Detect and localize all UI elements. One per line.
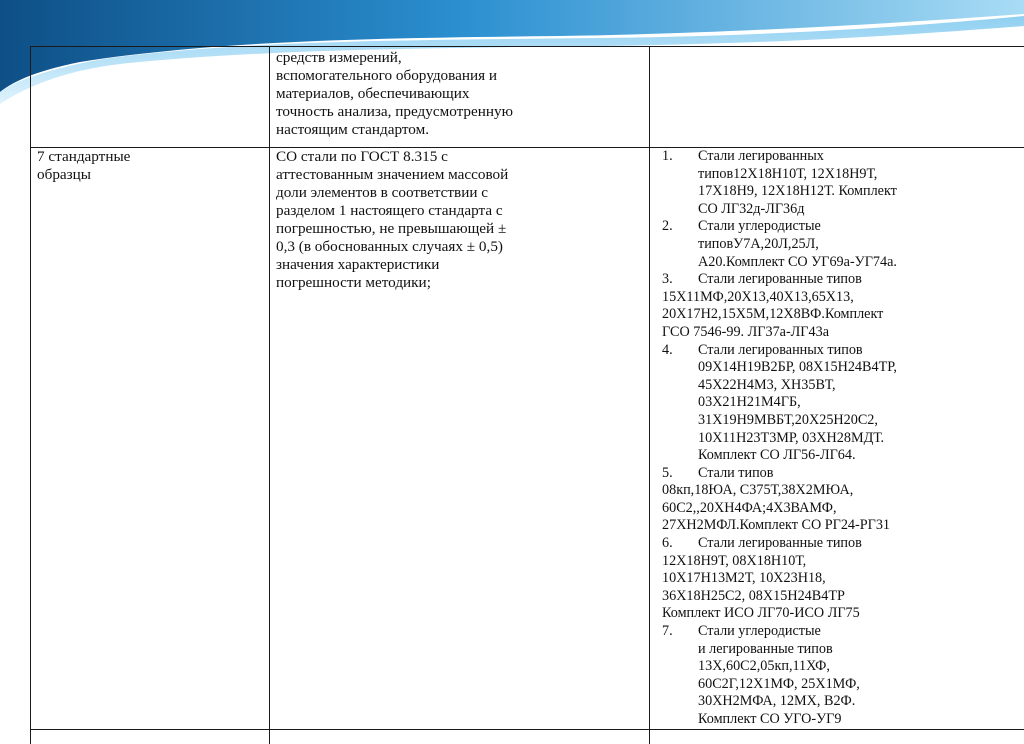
list-item-line: 12Х18Н9Т, 08Х18Н10Т, (662, 553, 1021, 571)
list-item-line: типовУ7А,20Л,25Л, (662, 236, 1021, 254)
list-item-line: А20.Комплект СО УГ69а-УГ74а. (662, 254, 1021, 272)
list-item-number: 7. (662, 623, 698, 641)
list-item-line: 36Х18Н25С2, 08Х15Н24В4ТР (662, 588, 1021, 606)
list-item-line: 10Х17Н13М2Т, 10Х23Н18, (662, 570, 1021, 588)
list-item-line: 31Х19Н9МВБТ,20Х25Н20С2, (662, 412, 1021, 430)
list-item-line: и легированные типов (662, 641, 1021, 659)
cell-empty (270, 729, 650, 744)
text-line: погрешности методики; (276, 274, 645, 292)
text-line: СО стали по ГОСТ 8.315 с (276, 148, 645, 166)
list-item-number: 6. (662, 535, 698, 553)
text-line: 0,3 (в обоснованных случаях ± 0,5) (276, 238, 645, 256)
cell-empty (31, 729, 270, 744)
list-item (662, 148, 1021, 218)
cell-item-title (31, 148, 270, 730)
table-row (31, 148, 1024, 730)
list-item-line: 30ХН2МФА, 12МХ, В2Ф. (662, 693, 1021, 711)
text-line: аттестованным значением массовой (276, 166, 645, 184)
list-item-line: 3. Стали легированные типов (662, 271, 1021, 289)
list-item-line: 09Х14Н19В2БР, 08Х15Н24В4ТР, (662, 359, 1021, 377)
list-item-line: 13Х,60С2,05кп,11ХФ, (662, 658, 1021, 676)
list-item-number: 3. (662, 271, 698, 289)
list-item-line: 2. Стали углеродистые (662, 218, 1021, 236)
text-line: вспомогательного оборудования и (276, 67, 645, 85)
list-item-number: 5. (662, 465, 698, 483)
list-item-line: типов12Х18Н10Т, 12Х18Н9Т, (662, 166, 1021, 184)
list-item-line: Комплект СО УГО-УГ9 (662, 711, 1021, 729)
list-item (662, 218, 1021, 271)
list-item-line: 7. Стали углеродистые (662, 623, 1021, 641)
list-item-line: 5. Стали типов (662, 465, 1021, 483)
list-item-number: 4. (662, 342, 698, 360)
list-item-line: 60С2Г,12Х1МФ, 25Х1МФ, (662, 676, 1021, 694)
table-row (31, 47, 1024, 148)
text-line: точность анализа, предусмотренную (276, 103, 645, 121)
list-item-line: Комплект СО ЛГ56-ЛГ64. (662, 447, 1021, 465)
list-item-number: 1. (662, 148, 698, 166)
list-item (662, 465, 1021, 535)
list-item-line: Комплект ИСО ЛГ70-ИСО ЛГ75 (662, 605, 1021, 623)
list-item-line: СО ЛГ32д-ЛГ36д (662, 201, 1021, 219)
text-line: 7 стандартные (37, 148, 265, 166)
list-item-line: 4. Стали легированных типов (662, 342, 1021, 360)
list-item-line: 1. Стали легированных (662, 148, 1021, 166)
list-item-number: 2. (662, 218, 698, 236)
list-item (662, 342, 1021, 465)
text-line: образцы (37, 166, 265, 184)
list-item (662, 623, 1021, 729)
cell-requirements (270, 148, 650, 730)
cell-empty (650, 729, 1024, 744)
list-item-line: ГСО 7546-99. ЛГ37а-ЛГ43а (662, 324, 1021, 342)
cell-reference-list (650, 148, 1024, 730)
list-item-line: 17Х18Н9, 12Х18Н12Т. Комплект (662, 183, 1021, 201)
cell-empty (31, 47, 270, 148)
cell-empty (650, 47, 1024, 148)
list-item-line: 60С2,,20ХН4ФА;4Х3ВАМФ, (662, 500, 1021, 518)
text-line: доли элементов в соответствии с (276, 184, 645, 202)
text-line: погрешностью, не превышающей ± (276, 220, 645, 238)
list-item-line: 6. Стали легированные типов (662, 535, 1021, 553)
table-row (31, 729, 1024, 744)
text-line: значения характеристики (276, 256, 645, 274)
text-line: настоящим стандартом. (276, 121, 645, 139)
text-line: средств измерений, (276, 49, 645, 67)
list-item-line: 45Х22Н4М3, ХН35ВТ, (662, 377, 1021, 395)
list-item-line: 03Х21Н21М4ГБ, (662, 394, 1021, 412)
cell-equipment-text (270, 47, 650, 148)
text-line: разделом 1 настоящего стандарта с (276, 202, 645, 220)
list-item-line: 10Х11Н23Т3МР, 03ХН28МДТ. (662, 430, 1021, 448)
list-item (662, 271, 1021, 341)
list-item-line: 08кп,18ЮА, С375Т,38Х2МЮА, (662, 482, 1021, 500)
list-item-line: 15Х11МФ,20Х13,40Х13,65Х13, (662, 289, 1021, 307)
standards-table (30, 46, 1024, 744)
list-item-line: 20Х17Н2,15Х5М,12Х8ВФ.Комплект (662, 306, 1021, 324)
list-item-line: 27ХН2МФЛ.Комплект СО РГ24-РГ31 (662, 517, 1021, 535)
list-item (662, 535, 1021, 623)
text-line: материалов, обеспечивающих (276, 85, 645, 103)
